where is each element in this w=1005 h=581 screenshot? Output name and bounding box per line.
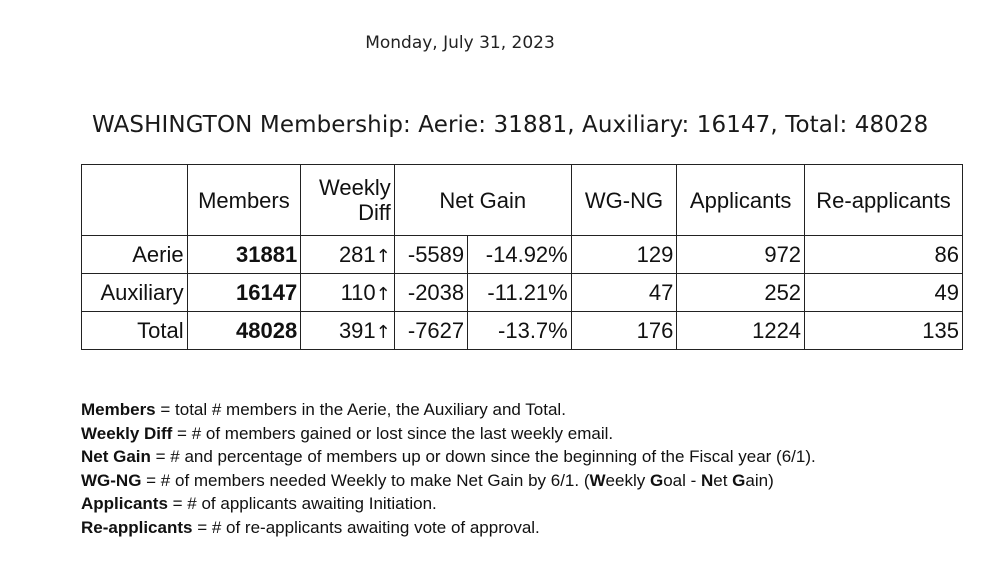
weekly-diff-cell [301,236,395,274]
reapplicants-cell: 49 [805,274,963,312]
legend-item-weekly-diff [81,422,816,446]
weekly-diff-cell [301,274,395,312]
net-gain-pct-cell: -11.21% [468,274,572,312]
row-label: Total [82,312,188,350]
wg-ng-cell: 129 [571,236,677,274]
wgng-text-et: et [713,470,733,490]
legend [81,398,816,539]
legend-definition: = total # members in the Aerie, the Auxiliary and Total. [155,400,566,419]
header-applicants: Applicants [677,165,805,236]
legend-term: WG-NG [81,470,142,490]
up-arrow-icon: ↑ [375,283,391,305]
weekly-diff-value: 110 [340,279,376,305]
wgng-letter-w: W [589,470,606,490]
header-weekly-line1: Weekly [319,175,391,200]
wgng-letter-g2: G [732,470,746,490]
row-label: Aerie [82,236,188,274]
legend-item-applicants [81,492,816,516]
legend-term: Weekly Diff [81,423,173,443]
wgng-letter-g: G [649,470,664,490]
net-gain-pct-cell: -13.7% [468,312,572,350]
net-gain-cell: -5589 [394,236,467,274]
header-wg-ng: WG-NG [571,165,677,236]
table-row [82,274,963,312]
legend-item-members [81,398,816,422]
row-label: Auxiliary [82,274,188,312]
up-arrow-icon: ↑ [375,245,391,267]
members-cell: 16147 [187,274,301,312]
applicants-cell: 252 [677,274,805,312]
header-weekly-diff [301,165,395,236]
header-net-gain: Net Gain [394,165,571,236]
applicants-cell: 1224 [677,312,805,350]
legend-item-net-gain [81,445,816,469]
legend-item-wg-ng [81,469,816,493]
reapplicants-cell: 86 [805,236,963,274]
legend-item-reapplicants [81,516,816,540]
wgng-text-eekly: eekly [605,470,650,490]
table-row [82,312,963,350]
members-cell: 48028 [187,312,301,350]
table-header-row [82,165,963,236]
legend-term: Members [81,400,156,419]
weekly-diff-cell [301,312,395,350]
weekly-diff-value: 281 [338,241,376,267]
legend-definition: = # of members gained or lost since the last weekly email. [172,423,614,443]
legend-definition: = # of members needed Weekly to make Net Gain by 6/1. ( [141,470,590,490]
page-title: WASHINGTON Membership: Aerie: 31881, Auxiliary: 16147, Total: 48028 [92,112,929,138]
header-members: Members [187,165,301,236]
weekly-diff-value: 391 [338,317,376,343]
legend-term: Net Gain [81,447,151,466]
wg-ng-cell: 47 [571,274,677,312]
legend-definition: = # of re-applicants awaiting vote of approval. [192,517,540,537]
members-cell: 31881 [187,236,301,274]
net-gain-cell: -2038 [394,274,467,312]
applicants-cell: 972 [677,236,805,274]
header-weekly-line2: Diff [358,200,391,225]
wgng-text-oal: oal - [663,470,701,490]
net-gain-pct-cell: -14.92% [468,236,572,274]
wgng-text-ain: ain) [745,470,774,490]
wgng-letter-n: N [700,470,714,490]
header-empty-cell [82,165,188,236]
net-gain-cell: -7627 [394,312,467,350]
table-row [82,236,963,274]
header-reapplicants: Re-applicants [805,165,963,236]
reapplicants-cell: 135 [805,312,963,350]
wg-ng-cell: 176 [571,312,677,350]
membership-table [81,164,963,350]
legend-definition: = # of applicants awaiting Initiation. [167,494,437,513]
legend-term: Applicants [81,494,168,513]
report-date: Monday, July 31, 2023 [365,33,555,53]
up-arrow-icon: ↑ [375,321,391,343]
legend-term: Re-applicants [81,517,193,537]
legend-definition: = # and percentage of members up or down since the beginning of the Fiscal year (6/1). [150,447,816,466]
